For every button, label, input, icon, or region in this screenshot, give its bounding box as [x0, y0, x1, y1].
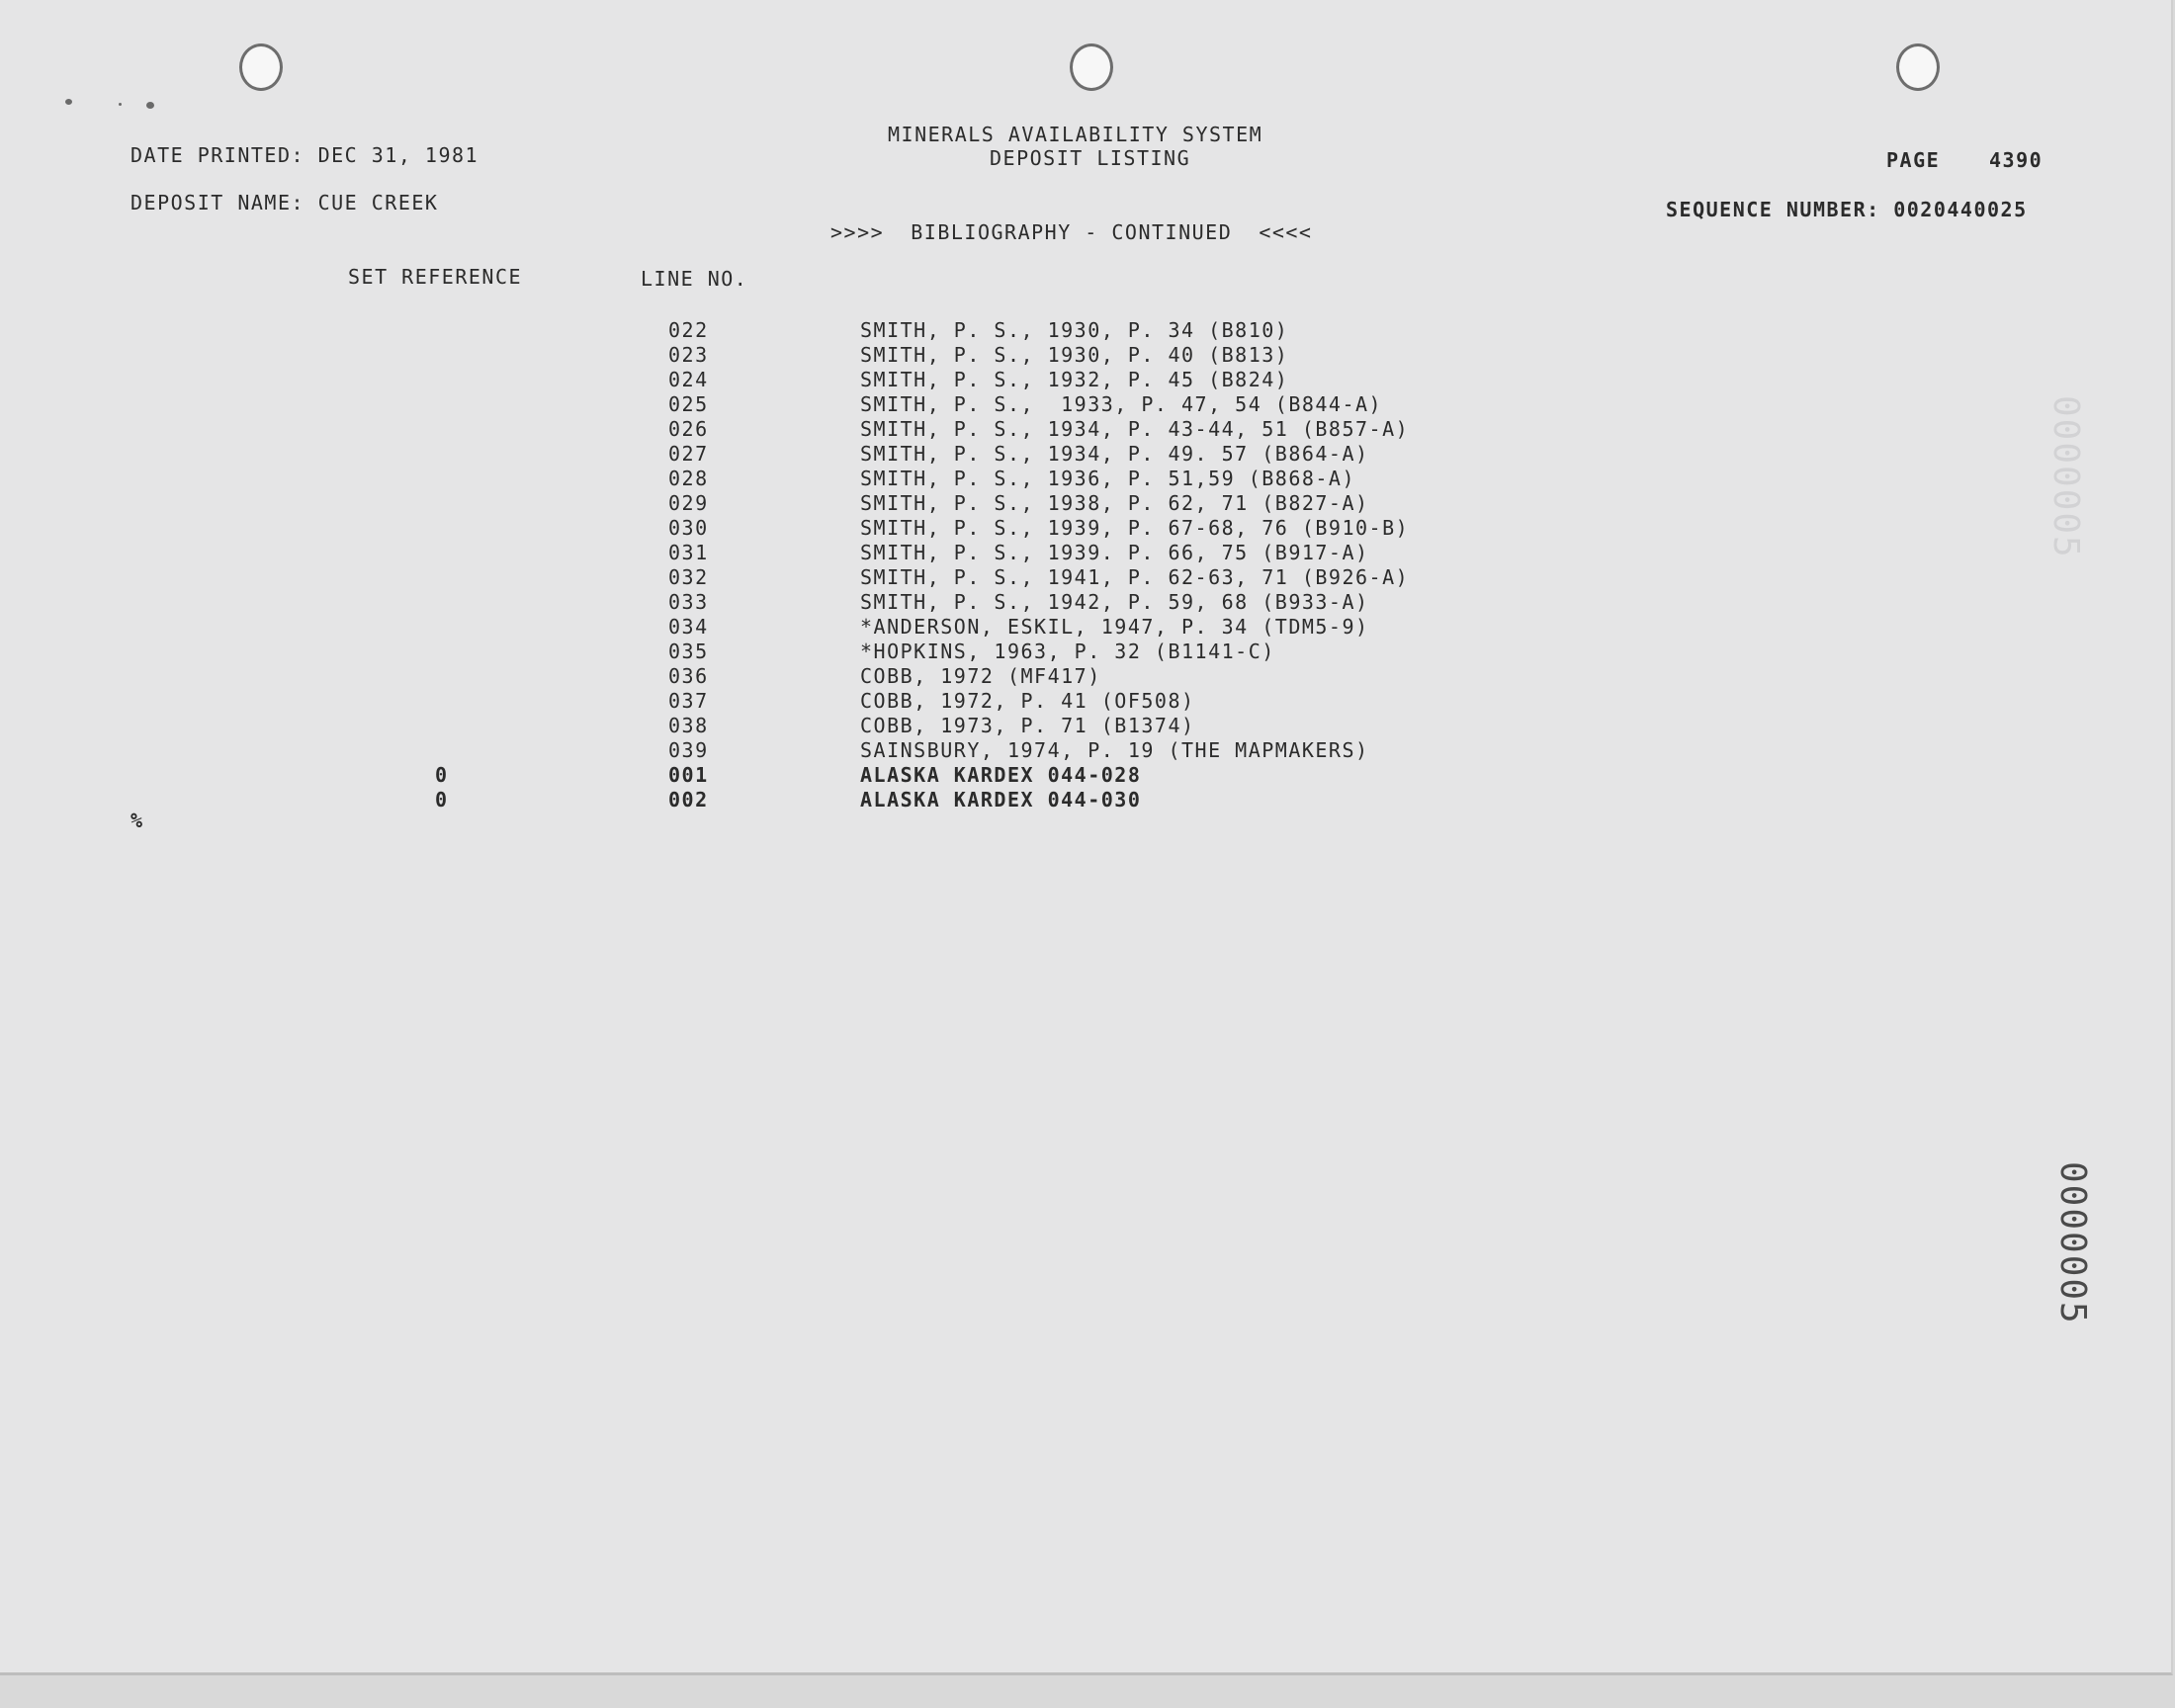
punch-hole-left [239, 43, 283, 91]
list-item [0, 689, 2171, 714]
line-number-cell: 024 [668, 368, 709, 391]
list-item [0, 491, 2171, 516]
line-number-cell: 026 [668, 417, 709, 441]
end-marker: % [130, 809, 144, 832]
list-item [0, 640, 2171, 664]
line-number-cell: 033 [668, 590, 709, 614]
sequence-number: SEQUENCE NUMBER: 0020440025 [1666, 198, 2028, 221]
list-item [0, 615, 2171, 640]
column-header-set-reference: SET REFERENCE [348, 265, 523, 289]
line-number-cell: 022 [668, 318, 709, 342]
line-number-cell: 039 [668, 738, 709, 762]
line-number-cell: 034 [668, 615, 709, 639]
reference-cell: SAINSBURY, 1974, P. 19 (THE MAPMAKERS) [860, 738, 1369, 762]
line-number-cell: 001 [668, 763, 709, 787]
reference-cell: COBB, 1972, P. 41 (OF508) [860, 689, 1195, 713]
speck-mark [65, 99, 72, 105]
system-title: MINERALS AVAILABILITY SYSTEM [888, 123, 1263, 146]
line-number-cell: 023 [668, 343, 709, 367]
list-item [0, 392, 2171, 417]
list-item [0, 565, 2171, 590]
reference-cell: SMITH, P. S., 1936, P. 51,59 (B868-A) [860, 467, 1356, 490]
date-printed: DATE PRINTED: DEC 31, 1981 [130, 143, 479, 167]
reference-cell: SMITH, P. S., 1933, P. 47, 54 (B844-A) [860, 392, 1383, 416]
list-item [0, 516, 2171, 541]
line-number-cell: 038 [668, 714, 709, 737]
reference-cell: SMITH, P. S., 1932, P. 45 (B824) [860, 368, 1289, 391]
deposit-name: DEPOSIT NAME: CUE CREEK [130, 191, 439, 214]
list-item [0, 590, 2171, 615]
reference-cell: ALASKA KARDEX 044-030 [860, 788, 1142, 811]
list-item [0, 318, 2171, 343]
reference-cell: ALASKA KARDEX 044-028 [860, 763, 1142, 787]
list-item [0, 738, 2171, 763]
page-label: PAGE [1886, 148, 1941, 172]
reference-cell: *HOPKINS, 1963, P. 32 (B1141-C) [860, 640, 1275, 663]
line-number-cell: 028 [668, 467, 709, 490]
punch-hole-right [1896, 43, 1940, 91]
line-number-cell: 030 [668, 516, 709, 540]
list-item [0, 664, 2171, 689]
faint-stamp-number: 0000005 [2045, 395, 2086, 559]
reference-cell: SMITH, P. S., 1930, P. 34 (B810) [860, 318, 1289, 342]
list-item [0, 442, 2171, 467]
list-item [0, 788, 2171, 812]
list-item [0, 467, 2171, 491]
set-reference-cell: 0 [435, 788, 449, 811]
list-item [0, 368, 2171, 392]
reference-cell: SMITH, P. S., 1939. P. 66, 75 (B917-A) [860, 541, 1369, 564]
reference-cell: *ANDERSON, ESKIL, 1947, P. 34 (TDM5-9) [860, 615, 1369, 639]
punch-hole-center [1070, 43, 1113, 91]
line-number-cell: 032 [668, 565, 709, 589]
listing-title: DEPOSIT LISTING [990, 146, 1191, 170]
reference-cell: SMITH, P. S., 1930, P. 40 (B813) [860, 343, 1289, 367]
column-header-line-no: LINE NO. [641, 267, 748, 291]
stamp-number: 0000005 [2052, 1161, 2093, 1325]
reference-cell: SMITH, P. S., 1939, P. 67-68, 76 (B910-B) [860, 516, 1410, 540]
line-number-cell: 037 [668, 689, 709, 713]
speck-mark [146, 102, 154, 109]
line-number-cell: 027 [668, 442, 709, 466]
line-number-cell: 036 [668, 664, 709, 688]
reference-cell: SMITH, P. S., 1934, P. 49. 57 (B864-A) [860, 442, 1369, 466]
reference-cell: COBB, 1972 (MF417) [860, 664, 1101, 688]
list-item [0, 763, 2171, 788]
list-item [0, 343, 2171, 368]
page-number: 4390 [1989, 148, 2044, 172]
reference-cell: SMITH, P. S., 1938, P. 62, 71 (B827-A) [860, 491, 1369, 515]
list-item [0, 417, 2171, 442]
list-item [0, 541, 2171, 565]
set-reference-cell: 0 [435, 763, 449, 787]
line-number-cell: 029 [668, 491, 709, 515]
reference-cell: COBB, 1973, P. 71 (B1374) [860, 714, 1195, 737]
reference-cell: SMITH, P. S., 1934, P. 43-44, 51 (B857-A) [860, 417, 1410, 441]
reference-cell: SMITH, P. S., 1942, P. 59, 68 (B933-A) [860, 590, 1369, 614]
list-item [0, 714, 2171, 738]
line-number-cell: 035 [668, 640, 709, 663]
section-heading: >>>> BIBLIOGRAPHY - CONTINUED <<<< [830, 220, 1313, 244]
speck-mark [119, 103, 122, 106]
reference-cell: SMITH, P. S., 1941, P. 62-63, 71 (B926-A) [860, 565, 1410, 589]
line-number-cell: 025 [668, 392, 709, 416]
line-number-cell: 002 [668, 788, 709, 811]
line-number-cell: 031 [668, 541, 709, 564]
